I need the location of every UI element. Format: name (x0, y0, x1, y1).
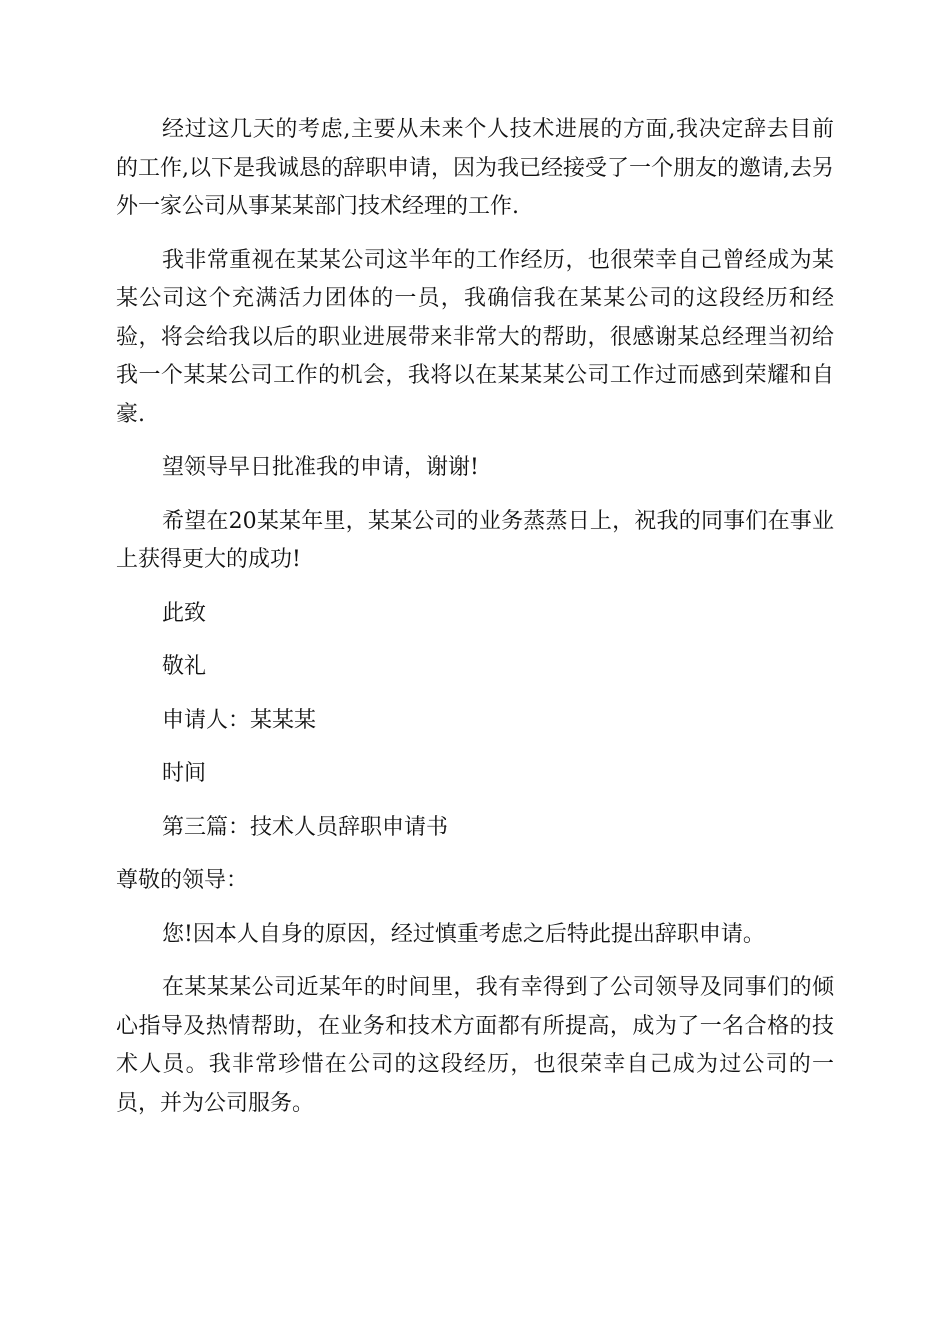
paragraph-request-approval: 望领导早日批准我的申请，谢谢! (162, 455, 479, 480)
section-title: 第三篇：技术人员辞职申请书 (162, 814, 449, 840)
closing-salutation: 此致 (162, 600, 207, 626)
date-line: 时间 (162, 761, 207, 786)
paragraph-intent: 您!因本人自身的原因，经过慎重考虑之后特此提出辞职申请。 (162, 921, 765, 947)
paragraph-gratitude: 我非常重视在某某公司这半年的工作经历，也很荣幸自己曾经成为某某公司这个充满活力团体的一员，我确信我在某某公司的这段经历和经验，将会给我以后的职业进展带来非常大的帮助，很感谢某总经理当初给我一个某某公司工作的机会，我将以在某某某公司工作过而感到荣耀和自豪. (116, 247, 834, 427)
closing-regards: 敬礼 (162, 654, 207, 679)
applicant-signature: 申请人：某某某 (162, 707, 317, 733)
paragraph-resignation-reason: 经过这几天的考虑,主要从未来个人技术进展的方面,我决定辞去目前的工作,以下是我诚恳的辞职申请，因为我已经接受了一个朋友的邀请,去另外一家公司从事某某部门技术经理的工作. (116, 117, 834, 219)
paragraph-experience: 在某某某公司近某年的时间里，我有幸得到了公司领导及同事们的倾心指导及热情帮助，在业务和技术方面都有所提高，成为了一名合格的技术人员。我非常珍惜在公司的这段经历，也很荣幸自己成为过公司的一员，并为公司服务。 (116, 975, 834, 1116)
document-body (116, 111, 834, 1123)
letter-greeting: 尊敬的领导： (116, 868, 249, 893)
paragraph-best-wishes: 希望在20某某年里，某某公司的业务蒸蒸日上，祝我的同事们在事业上获得更大的成功! (116, 508, 834, 572)
